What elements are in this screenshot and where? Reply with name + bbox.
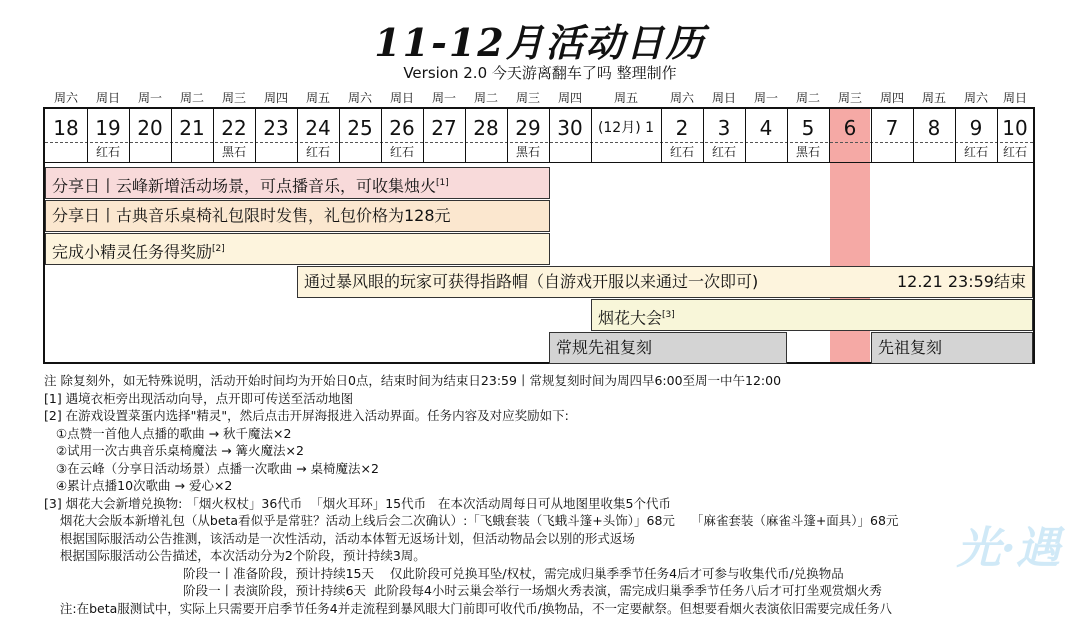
weekday-label: 周一 <box>431 91 456 105</box>
shard-tag: 黑石 <box>515 145 540 159</box>
shard-tag <box>871 144 913 160</box>
shard-tag <box>255 144 297 160</box>
weekday-label: 周六 <box>963 91 988 105</box>
note-line: [3] 烟花大会新增兑换物: 「烟火权杖」36代币 「烟火耳环」15代币 在本次活动周每日可从地图里收集5个代币 <box>44 495 671 511</box>
date-number: 9 <box>969 116 983 140</box>
note-line: ①点赞一首他人点播的歌曲 → 秋千魔法×2 <box>44 425 292 441</box>
shard-tag: 红石 <box>963 145 988 159</box>
event-text: 分享日丨云峰新增活动场景，可点播音乐，可收集烛火 <box>52 176 437 196</box>
date-number: 10 <box>1002 116 1028 140</box>
shard-tag <box>549 144 591 160</box>
day-separator <box>703 109 704 162</box>
day-separator <box>507 109 508 162</box>
date-number: 23 <box>263 116 289 140</box>
note-line: 烟花大会版本新增礼包（从beta看似乎是常驻？活动上线后会二次确认）:「飞蛾套装（飞蛾斗篷+头饰）」68元 「麻雀套装（麻雀斗篷+面具）」68元 <box>44 513 899 528</box>
note-line: ④累计点播10次歌曲 → 爱心×2 <box>44 478 233 493</box>
date-number: (12月) 1 <box>597 120 655 136</box>
note-line: 根据国际服活动公告推测，该活动是一次性活动，活动本体暂无返场计划，但活动物品会以别的形式返场 <box>44 530 635 546</box>
date-number: 24 <box>305 116 331 140</box>
weekday-label: 周二 <box>473 91 498 105</box>
weekday-label: 周五 <box>613 91 638 105</box>
shard-tag: 红石 <box>1002 145 1027 159</box>
shard-tag <box>129 144 171 160</box>
weekday-label: 周日 <box>95 91 120 105</box>
day-separator <box>129 109 130 162</box>
day-separator <box>549 109 550 162</box>
day-separator <box>591 109 592 162</box>
note-line: 注 除复刻外，如无特殊说明，活动开始时间均为开始日0点，结束时间为结束日23:59丨常规复刻时间为周四早6:00至周一中午12:00 <box>44 373 782 388</box>
date-number: 7 <box>885 116 899 140</box>
date-number: 2 <box>675 116 689 140</box>
day-separator <box>339 109 340 162</box>
shard-tag: 黑石 <box>221 145 246 159</box>
day-separator <box>871 109 872 162</box>
weekday-label: 周三 <box>837 91 862 105</box>
shard-tag <box>829 144 871 160</box>
event-text: 分享日丨古典音乐桌椅礼包限时发售，礼包价格为128元 <box>52 206 451 225</box>
day-separator <box>381 109 382 162</box>
event-bar-ancestor-rerun[interactable] <box>871 332 1033 364</box>
date-number: 22 <box>221 116 247 140</box>
date-number: 27 <box>431 116 457 140</box>
note-line: 阶段一丨准备阶段，预计持续15天 仅此阶段可兑换耳坠/权杖，需完成归巢季季节任务4后才可参与收集代币/兑换物品 <box>44 565 844 581</box>
day-separator <box>745 109 746 162</box>
note-line: 阶段一丨表演阶段，预计持续6天 此阶段每4小时云巢会举行一场烟火秀表演，需完成归巢季季节任务八后才可打坐观赏烟火秀 <box>44 583 882 598</box>
note-line: 根据国际服活动公告描述，本次活动分为2个阶段，预计持续3周。 <box>44 548 426 563</box>
event-text: 先祖复刻 <box>878 338 943 357</box>
day-separator <box>171 109 172 162</box>
day-separator <box>787 109 788 162</box>
event-note: [1] <box>436 178 449 188</box>
weekday-label: 周一 <box>137 91 162 105</box>
event-text: 通过暴风眼的玩家可获得指路帽（自游戏开服以来通过一次即可) <box>304 272 759 291</box>
shard-tag <box>339 144 381 160</box>
day-separator <box>661 109 662 162</box>
date-number: 20 <box>137 116 163 140</box>
day-separator <box>297 109 298 162</box>
weekday-label: 周一 <box>753 91 778 105</box>
calendar-grid <box>43 107 1035 364</box>
weekday-label: 周四 <box>879 91 904 105</box>
date-number: 21 <box>179 116 205 140</box>
event-bar-cloud-peak[interactable] <box>45 167 550 199</box>
shard-tag <box>423 144 465 160</box>
date-number: 28 <box>473 116 499 140</box>
note-line: ②试用一次古典音乐桌椅魔法 → 篝火魔法×2 <box>44 443 304 458</box>
event-bar-furniture-pack[interactable] <box>45 200 550 232</box>
date-number: 4 <box>759 116 773 140</box>
note-line: ③在云峰（分享日活动场景）点播一次歌曲 → 桌椅魔法×2 <box>44 460 379 476</box>
shard-tag: 黑石 <box>795 145 820 159</box>
event-bar-fireworks[interactable] <box>591 299 1033 331</box>
date-number: 19 <box>95 116 121 140</box>
event-bar-storm-eye-hat[interactable] <box>297 266 1033 298</box>
weekday-label: 周五 <box>921 91 946 105</box>
weekday-label: 周三 <box>221 91 246 105</box>
weekday-label: 周二 <box>179 91 204 105</box>
day-separator <box>255 109 256 162</box>
date-number: 30 <box>557 116 583 140</box>
shard-tag: 红石 <box>711 145 736 159</box>
date-number: 6 <box>843 116 857 140</box>
day-separator <box>997 109 998 162</box>
day-separator <box>465 109 466 162</box>
weekday-label: 周六 <box>347 91 372 105</box>
note-line: [1] 遇境衣柜旁出现活动向导，点开即可传送至活动地图 <box>44 390 354 406</box>
shard-tag: 红石 <box>95 145 120 159</box>
page-title: 11-12月活动日历 <box>374 20 706 65</box>
weekday-label: 周三 <box>515 91 540 105</box>
event-text: 常规先祖复刻 <box>556 338 653 357</box>
notes-section <box>44 372 1044 617</box>
watermark-logo: 光·遇 <box>956 523 1060 574</box>
day-separator <box>913 109 914 162</box>
day-separator <box>213 109 214 162</box>
date-number: 18 <box>53 116 79 140</box>
weekday-label: 周五 <box>305 91 330 105</box>
weekday-label: 周四 <box>263 91 288 105</box>
day-separator <box>423 109 424 162</box>
day-separator <box>829 109 830 162</box>
date-number: 26 <box>389 116 415 140</box>
day-separator <box>87 109 88 162</box>
weekday-label: 周六 <box>669 91 694 105</box>
note-line: [2] 在游戏设置菜蛋内选择"精灵"，然后点击开屏海报进入活动界面。任务内容及对应奖励如下: <box>44 408 569 423</box>
event-text: 完成小精灵任务得奖励 <box>52 242 213 262</box>
event-note: [2] <box>212 244 225 254</box>
weekday-label: 周日 <box>1002 91 1027 105</box>
header-divider <box>45 162 1033 163</box>
date-number: 25 <box>347 116 373 140</box>
weekday-label: 周日 <box>389 91 414 105</box>
shard-tag: 红石 <box>389 145 414 159</box>
day-separator <box>955 109 956 162</box>
shard-tag <box>465 144 507 160</box>
shard-tag <box>591 144 661 160</box>
shard-tag <box>913 144 955 160</box>
shard-tag <box>745 144 787 160</box>
weekday-label: 周六 <box>53 91 78 105</box>
shard-tag <box>171 144 213 160</box>
shard-tag <box>45 144 87 160</box>
weekday-label: 周四 <box>557 91 582 105</box>
event-bar-spirit-task[interactable] <box>45 233 550 265</box>
date-number: 3 <box>717 116 731 140</box>
event-bar-regular-rerun[interactable] <box>549 332 787 364</box>
event-end-time: 12.21 23:59结束 <box>896 272 1026 291</box>
weekday-label: 周日 <box>711 91 736 105</box>
event-note: [3] <box>662 310 675 320</box>
note-line: 注:在beta服测试中，实际上只需要开启季节任务4并走流程到暴风眼大门前即可收代币/换物品，不一定要献祭。但想要看烟火表演依旧需要完成任务八 <box>44 600 892 616</box>
weekday-label: 周二 <box>795 91 820 105</box>
shard-tag: 红石 <box>669 145 694 159</box>
page-subtitle: Version 2.0 今天游离翻车了吗 整理制作 <box>403 64 677 82</box>
date-number: 5 <box>801 116 815 140</box>
date-number: 29 <box>515 116 541 140</box>
date-number: 8 <box>927 116 941 140</box>
event-text: 烟花大会 <box>598 308 663 328</box>
shard-tag: 红石 <box>305 145 330 159</box>
